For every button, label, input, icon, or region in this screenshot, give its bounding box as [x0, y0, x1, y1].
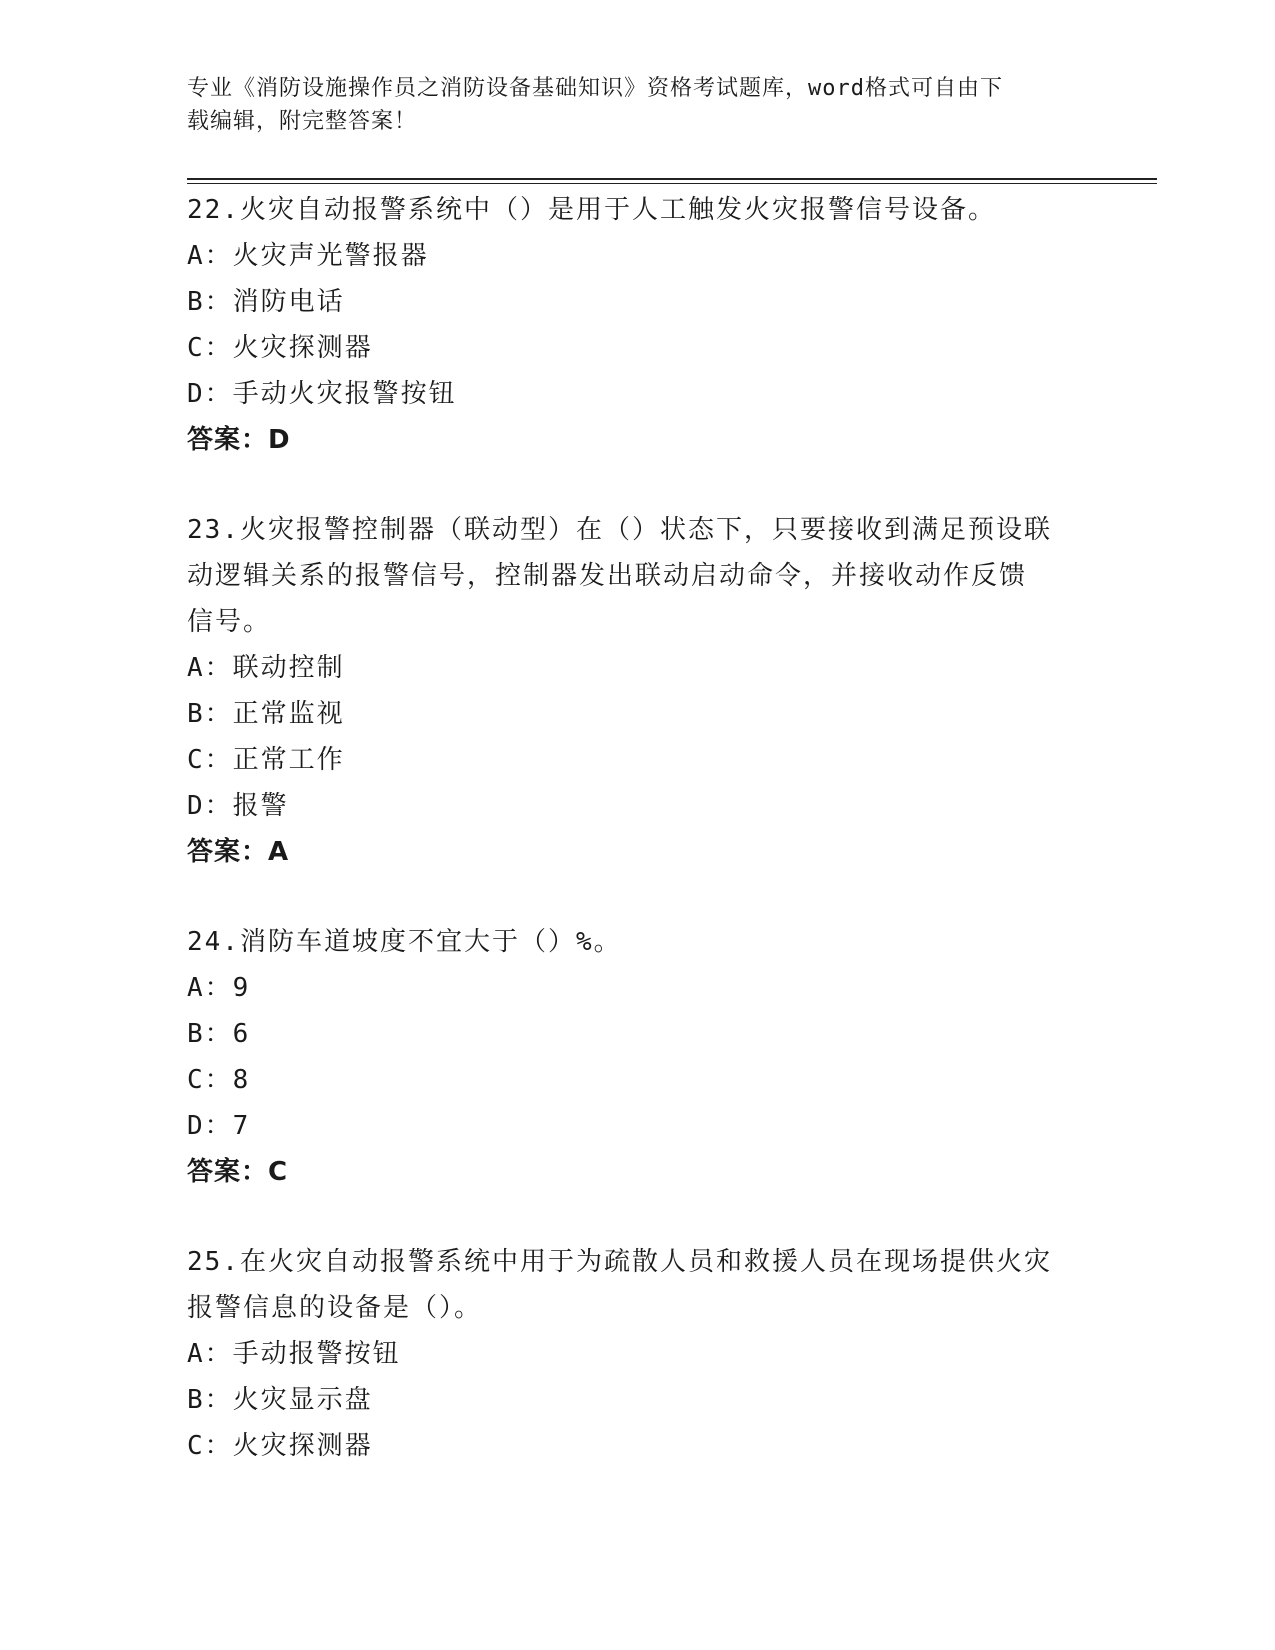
question-text: 24.消防车道坡度不宜大于（）%。	[187, 927, 622, 957]
option-c: C：火灾探测器	[187, 333, 373, 363]
option-d: D：报警	[187, 791, 289, 821]
question-text: 动逻辑关系的报警信号，控制器发出联动启动命令，并接收动作反馈	[187, 561, 1028, 591]
header-line: 载编辑，附完整答案！	[187, 109, 418, 134]
question-22	[187, 187, 1087, 463]
question-text: 信号。	[187, 607, 272, 637]
answer: 答案：A	[187, 837, 290, 867]
answer: 答案：C	[187, 1157, 289, 1187]
header-divider-thin	[187, 183, 1157, 184]
header-divider	[187, 178, 1157, 180]
option-c: C：火灾探测器	[187, 1431, 373, 1461]
option-b: B：火灾显示盘	[187, 1385, 373, 1415]
question-text: 报警信息的设备是（）。	[187, 1293, 483, 1323]
option-a: A：联动控制	[187, 653, 345, 683]
question-24	[187, 919, 1087, 1195]
question-text: 25.在火灾自动报警系统中用于为疏散人员和救援人员在现场提供火灾	[187, 1247, 1052, 1277]
option-d: D：7	[187, 1111, 251, 1141]
option-c: C：8	[187, 1065, 251, 1095]
header-line: 专业《消防设施操作员之消防设备基础知识》资格考试题库，word格式可自由下	[187, 76, 1003, 101]
question-text: 23.火灾报警控制器（联动型）在（）状态下，只要接收到满足预设联	[187, 515, 1052, 545]
question-text: 22.火灾自动报警系统中（）是用于人工触发火灾报警信号设备。	[187, 195, 996, 225]
option-b: B：消防电话	[187, 287, 345, 317]
option-a: A：9	[187, 973, 251, 1003]
question-23	[187, 507, 1087, 875]
option-b: B：6	[187, 1019, 251, 1049]
document-header	[187, 72, 1067, 138]
question-25	[187, 1239, 1087, 1469]
option-a: A：火灾声光警报器	[187, 241, 429, 271]
answer: 答案：D	[187, 425, 291, 455]
option-c: C：正常工作	[187, 745, 345, 775]
option-a: A：手动报警按钮	[187, 1339, 401, 1369]
option-d: D：手动火灾报警按钮	[187, 379, 457, 409]
option-b: B：正常监视	[187, 699, 345, 729]
